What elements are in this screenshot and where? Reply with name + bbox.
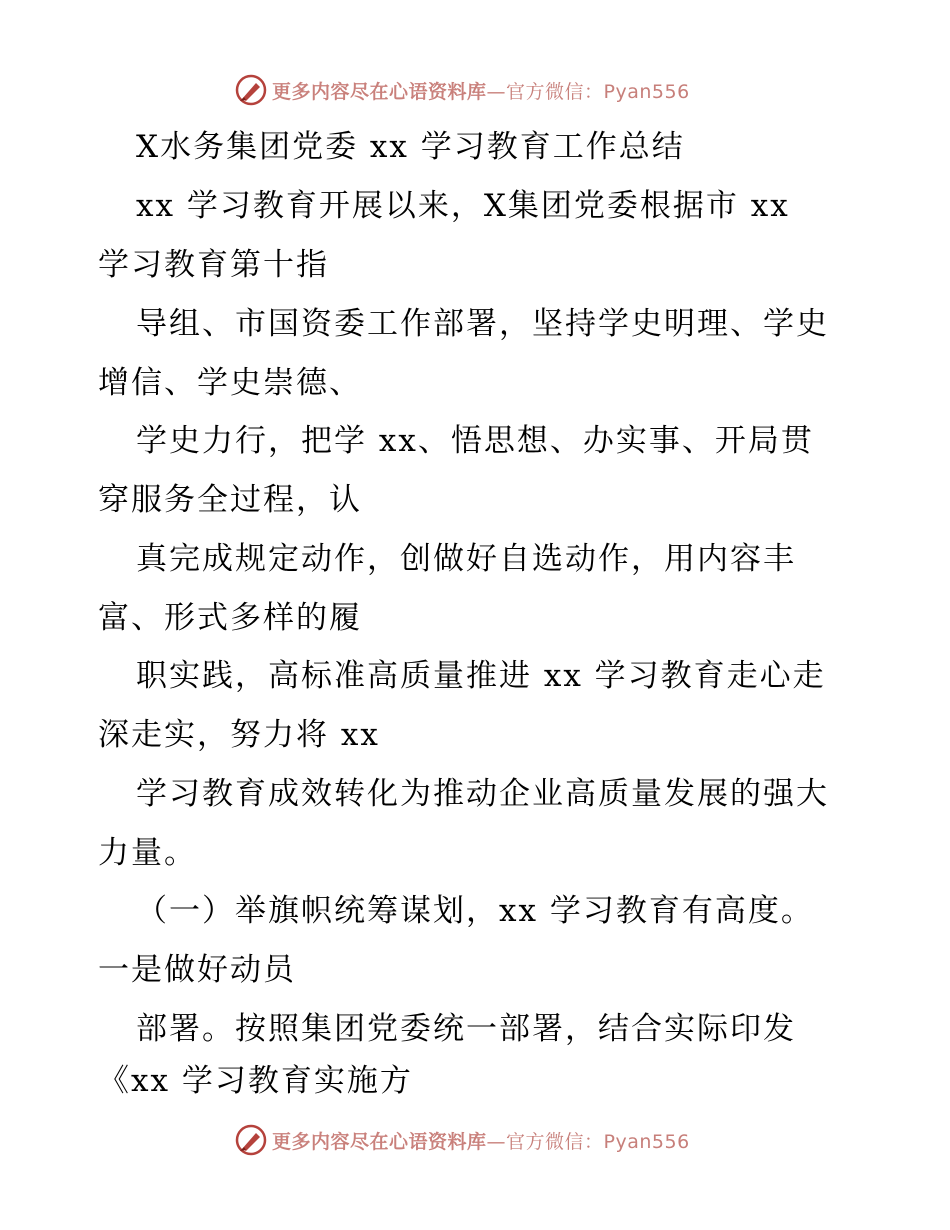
pen-logo-icon — [234, 1123, 268, 1157]
paragraph-line: 《xx 学习教育实施方 — [98, 1063, 413, 1099]
watermark-header — [0, 70, 950, 110]
document-title: X水务集团党委 xx 学习教育工作总结 — [136, 129, 685, 165]
paragraph-line: 部署。按照集团党委统一部署，结合实际印发 — [136, 1011, 796, 1047]
paragraph-line: 一是做好动员 — [98, 952, 296, 988]
paragraph-line: 导组、市国资委工作部署，坚持学史明理、学史 — [136, 306, 829, 342]
paragraph-line: 力量。 — [98, 835, 197, 871]
paragraph-line: 学史力行，把学 xx、悟思想、办实事、开局贯 — [136, 423, 814, 459]
paragraph-line: 深走实，努力将 xx — [98, 717, 380, 753]
paragraph-line: 职实践，高标准高质量推进 xx 学习教育走心走 — [136, 658, 826, 694]
paragraph-line: 学习教育第十指 — [98, 247, 329, 283]
watermark-footer — [0, 1120, 950, 1160]
watermark-contact: —官方微信：Pyan556 — [486, 80, 690, 103]
watermark-brand: 更多内容尽在心语资料库 — [272, 1130, 487, 1153]
watermark-text — [272, 1127, 690, 1154]
watermark-group — [234, 72, 690, 108]
paragraph-line: 真完成规定动作，创做好自选动作，用内容丰 — [136, 541, 796, 577]
section-heading-line: （一）举旗帜统筹谋划，xx 学习教育有高度。 — [136, 893, 814, 929]
paragraph-line: 学习教育成效转化为推动企业高质量发展的强大 — [136, 776, 829, 812]
watermark-text — [272, 77, 690, 104]
paragraph-line: 增信、学史崇德、 — [98, 365, 362, 401]
paragraph-line: 富、形式多样的履 — [98, 600, 362, 636]
watermark-brand: 更多内容尽在心语资料库 — [272, 80, 487, 103]
watermark-group — [234, 1122, 690, 1158]
pen-logo-icon — [234, 73, 268, 107]
paragraph-line: 穿服务全过程，认 — [98, 482, 362, 518]
watermark-contact: —官方微信：Pyan556 — [486, 1130, 690, 1153]
paragraph-line: xx 学习教育开展以来，X集团党委根据市 xx — [136, 188, 790, 224]
